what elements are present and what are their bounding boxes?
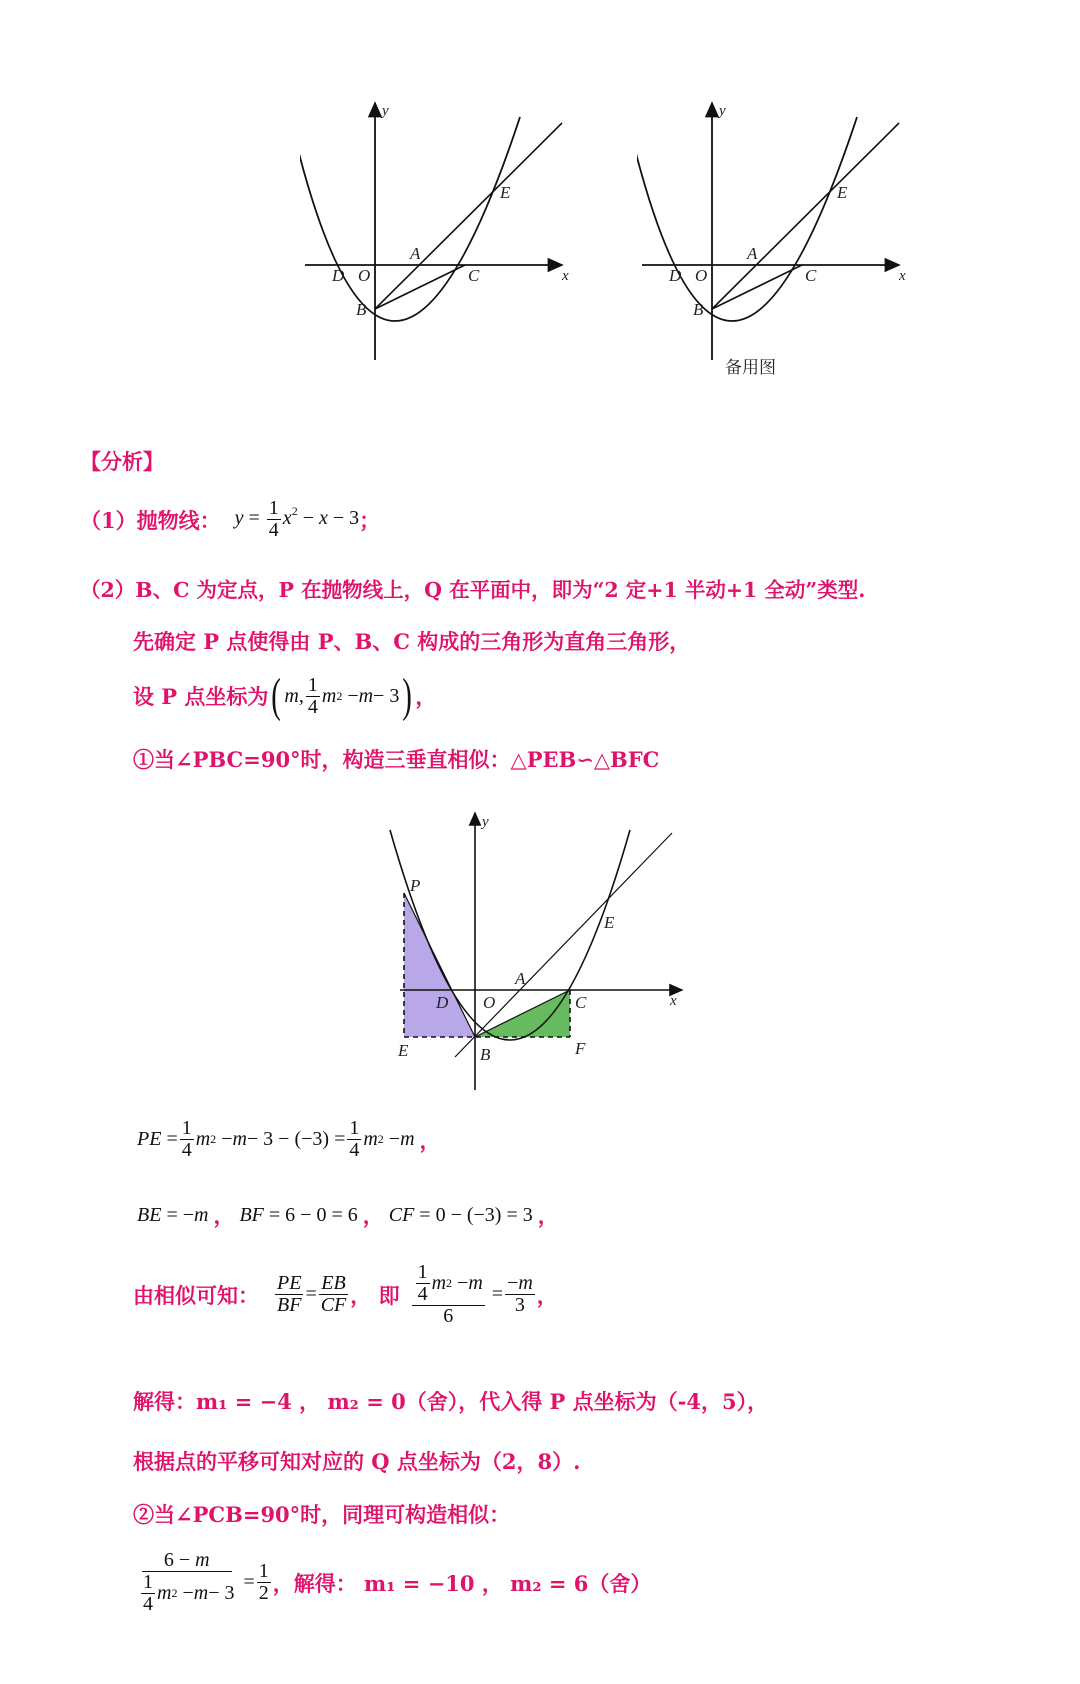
part2-line: （2）B、C 为定点，P 在抛物线上，Q 在平面中，即为“2 定+1 半动+1 全动”类型. <box>80 578 866 602</box>
figure-top-right <box>637 95 927 385</box>
eq-lengths: BE = − m ， BF = 6 − 0 = 6 ， CF = 0 − (−3) = 3 ， <box>137 1203 559 1228</box>
label-C: C <box>468 266 480 285</box>
y-label: y <box>719 103 726 119</box>
label-A: A <box>747 244 758 263</box>
label-O: O <box>358 266 371 285</box>
line-BC <box>375 265 465 309</box>
x-label: x <box>562 268 569 284</box>
label-C: C <box>805 266 817 285</box>
figure-top-left <box>300 95 590 365</box>
part1-row <box>80 498 380 541</box>
analysis-heading: 【分析】 <box>80 449 164 474</box>
label-F: F <box>575 1039 586 1058</box>
parabola <box>637 117 857 321</box>
parabola <box>300 117 520 321</box>
solve1-text: 解得：m₁ = −4 ， m₂ = 0（舍），代入得 P 点坐标为（-4，5）， <box>133 1389 769 1414</box>
line-BC <box>712 265 802 309</box>
case1-text: ①当∠PBC=90°时，构造三垂直相似：△PEB∽△BFC <box>133 747 660 772</box>
label-P: P <box>410 876 421 895</box>
part1-label: （1）抛物线： <box>80 507 221 533</box>
label-O: O <box>483 993 496 1012</box>
eq-PE: PE = $\frac{1}{4}$ m 2 − m − 3 − (−3) = $\frac{1}{4}$ m 2 − m ， <box>137 1117 441 1161</box>
label-C: C <box>575 993 587 1012</box>
label-A: A <box>410 244 421 263</box>
figure-middle <box>370 805 700 1095</box>
point-P-formula: ( m , $\frac{1}{4}$ m 2 − m − 3 ) <box>271 669 413 722</box>
final-equation: 6 − m $\frac{1}{4}$ m 2 − m − 3 = $\frac{1}{2}$ <box>143 1549 269 1615</box>
similar-prefix: 由相似可知： <box>133 1282 259 1308</box>
case2-text: ②当∠PCB=90°时，同理可构造相似： <box>133 1502 511 1527</box>
similar-equation: $\frac{1}{4}$ m 2 − m 6 = $\frac{-m}{3}$ <box>410 1262 537 1327</box>
part1-formula: y = $\frac{1}{4}$ $x^2 - x - 3$ <box>234 497 360 541</box>
label-B: B <box>480 1045 491 1064</box>
solve2-text: ，解得： m₁ = −10 ， m₂ = 6（舍） <box>272 1570 652 1596</box>
part1-semicolon: ； <box>359 507 381 533</box>
label-D: D <box>436 993 449 1012</box>
label-E: E <box>500 183 511 202</box>
final-row <box>135 1550 651 1615</box>
translate-text: 根据点的平移可知对应的 Q 点坐标为（2，8）. <box>133 1449 581 1474</box>
label-E-bottom: E <box>398 1041 409 1060</box>
label-E: E <box>837 183 848 202</box>
step2-prefix: 设 P 点坐标为 <box>133 684 269 709</box>
similar-row: 由相似可知： $\frac{PE}{BF}$ = $\frac{EB}{CF}$ ， 即 $\frac{1}{4}$ m 2 − m 6 = $\frac{-m}{3}$ ， <box>133 1261 558 1327</box>
label-B: B <box>356 300 367 319</box>
label-O: O <box>695 266 708 285</box>
label-D: D <box>669 266 682 285</box>
x-label: x <box>899 268 906 284</box>
label-A: A <box>515 969 526 988</box>
similar-formula: $\frac{PE}{BF}$ = $\frac{EB}{CF}$ <box>277 1272 347 1316</box>
step2-row: 设 P 点坐标为 ( m , $\frac{1}{4}$ m 2 − m − 3 ) ， <box>133 669 437 722</box>
y-label: y <box>482 814 489 830</box>
y-label: y <box>382 103 389 119</box>
similar-mid: ， 即 <box>350 1282 400 1308</box>
label-D: D <box>332 266 345 285</box>
figure-caption: 备用图 <box>725 358 776 378</box>
label-B: B <box>693 300 704 319</box>
step1-text: 先确定 P 点使得由 P、B、C 构成的三角形为直角三角形， <box>133 629 691 654</box>
label-E-top: E <box>604 913 615 932</box>
x-label: x <box>670 993 677 1009</box>
